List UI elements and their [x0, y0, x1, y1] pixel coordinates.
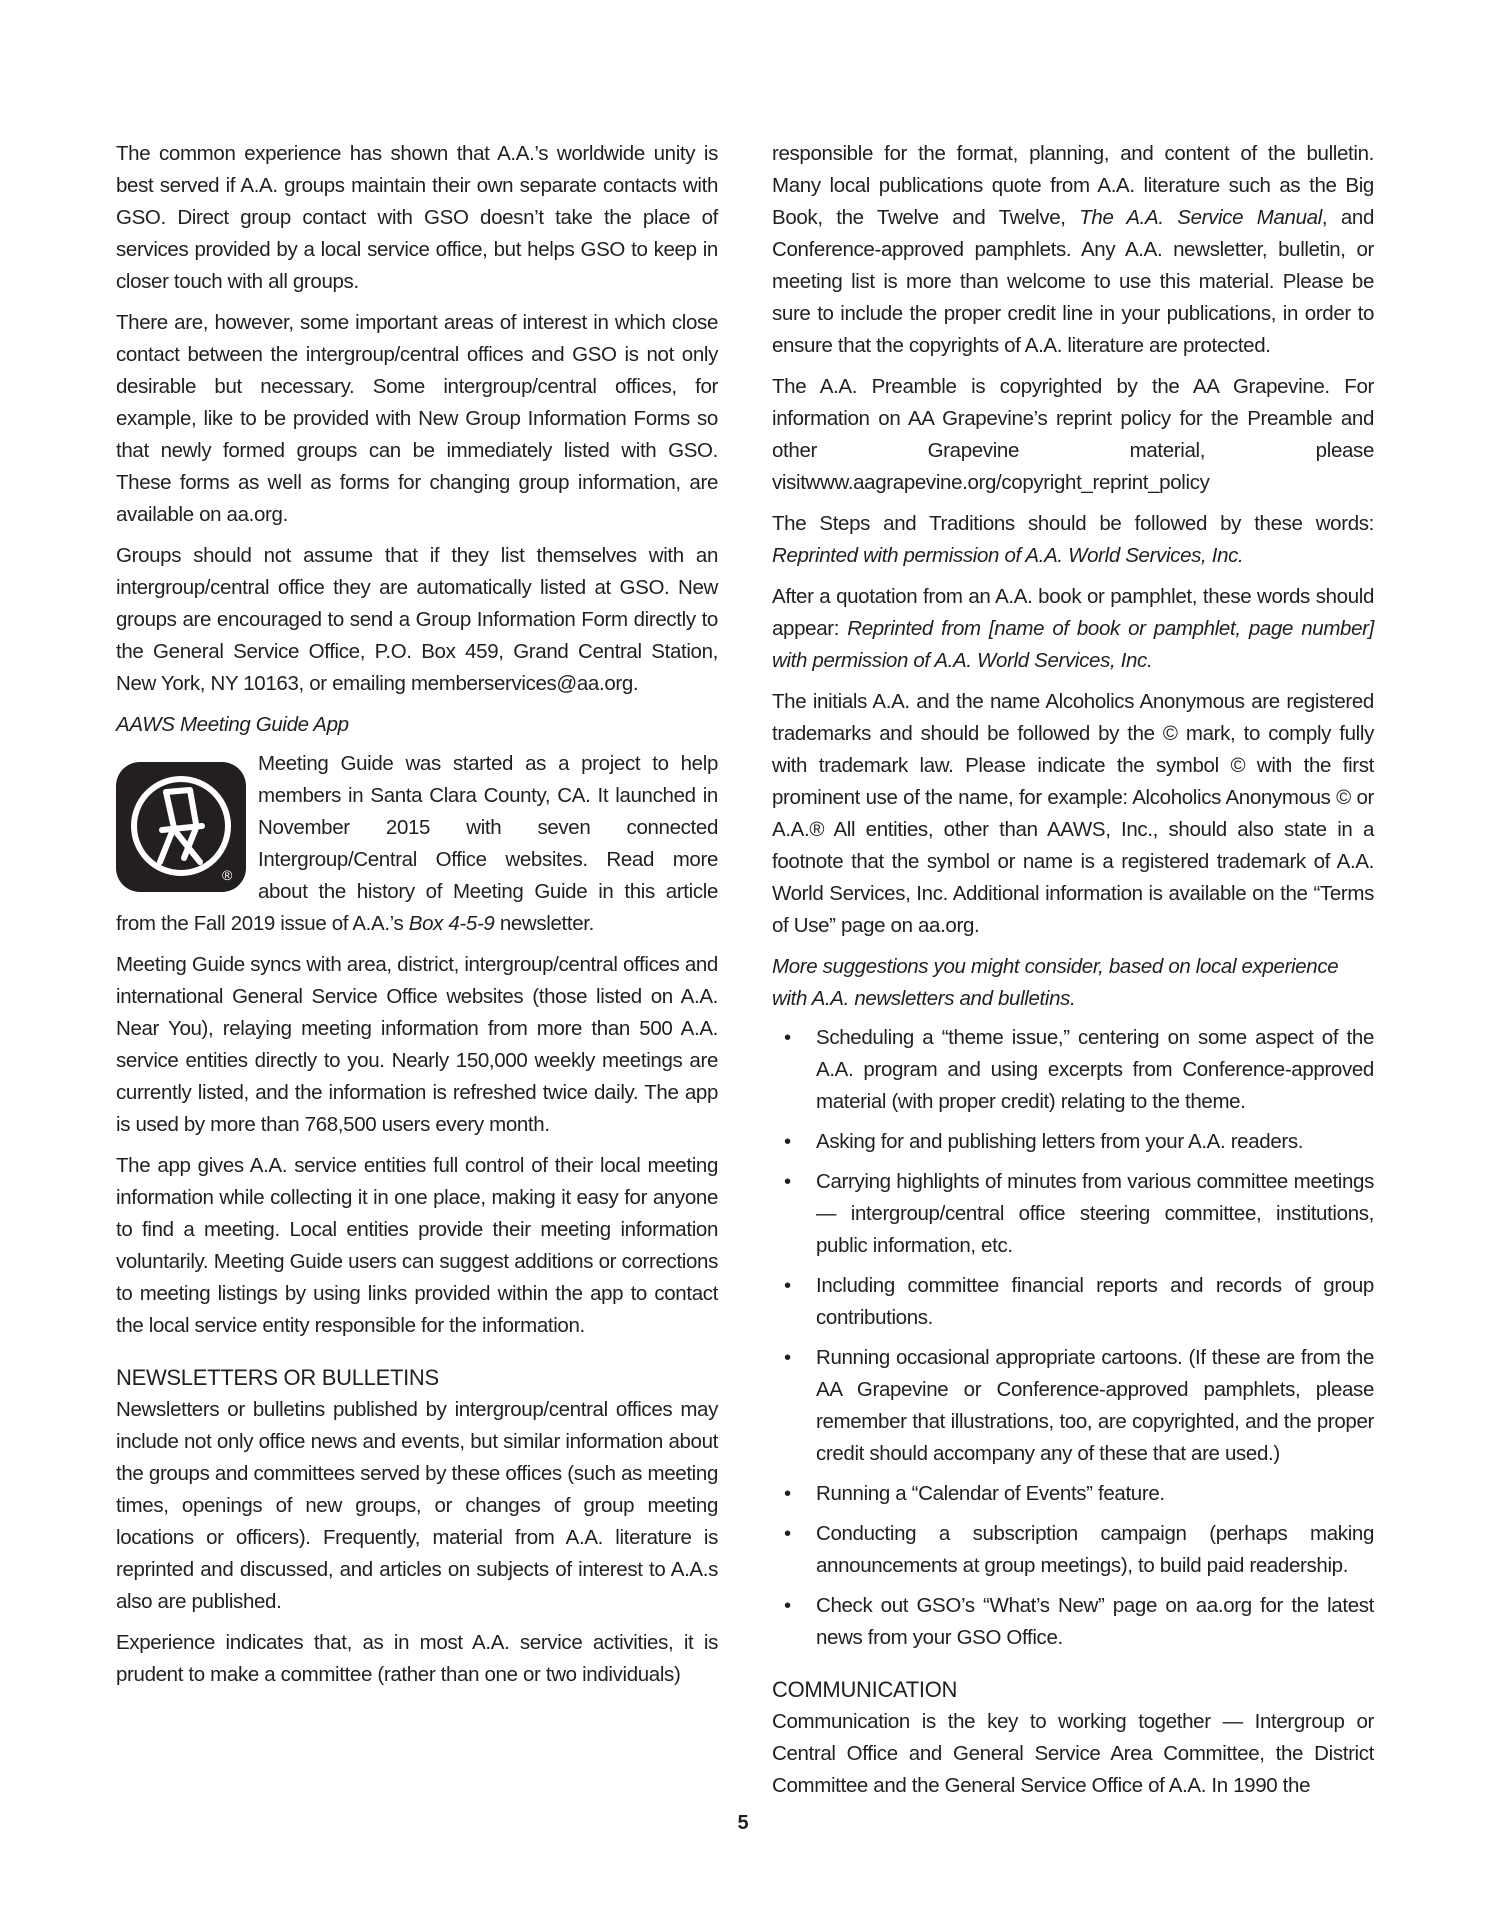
- box-459-title: Box 4-5-9: [408, 912, 495, 935]
- bullet-icon: •: [784, 1274, 791, 1297]
- quotation-credit-line: Reprinted from [name of book or pamphlet, page number] with permission of A.A. World Services, Inc.: [772, 617, 1374, 672]
- list-item-text: Check out GSO’s “What’s New” page on aa.org for the latest news from your GSO Office.: [816, 1594, 1374, 1649]
- list-item-text: Running occasional appropriate cartoons. (If these are from the AA Grapevine or Conference-approved pamphlets, please remember that illustrations, too, are copyrighted, and the proper credit should accompany any of these that are used.): [816, 1346, 1374, 1465]
- paragraph-quotation: [772, 581, 1374, 677]
- list-item-text: Including committee financial reports and records of group contributions.: [816, 1274, 1374, 1329]
- app-subhead: AAWS Meeting Guide App: [116, 713, 349, 736]
- list-item-text: Scheduling a “theme issue,” centering on some aspect of the A.A. program and using excerpts from Conference-approved material (with proper credit) relating to the theme.: [816, 1026, 1374, 1113]
- list-item: [772, 1166, 1374, 1262]
- bullet-icon: •: [784, 1130, 791, 1153]
- meeting-guide-history-end: newsletter.: [494, 912, 594, 935]
- newsletters-heading: NEWSLETTERS OR BULLETINS: [116, 1365, 439, 1390]
- paragraph-newsletters: Newsletters or bulletins published by intergroup/central offices may include not only office news and events, but similar information about the groups and committees served by these offices (such as meeting times, openings of new groups, or changes of group meeting locations or officers). Frequently, material from A.A. literature is reprinted and discussed, and articles on subjects of interest to A.A.s also are published.: [116, 1398, 718, 1613]
- list-item: [772, 1342, 1374, 1470]
- paragraph-unity: The common experience has shown that A.A.’s worldwide unity is best served if A.A. groups maintain their own separate contacts with GSO. Direct group contact with GSO doesn’t take the place of services provided by a local service office, but helps GSO to keep in closer touch with all groups.: [116, 142, 718, 293]
- suggestions-subhead: More suggestions you might consider, based on local experience with A.A. newsletters and bulletins.: [772, 955, 1339, 1010]
- registered-mark: ®: [222, 867, 233, 883]
- service-manual-title: The A.A. Service Manual: [1079, 206, 1322, 229]
- paragraph-steps-traditions: [772, 508, 1374, 572]
- bullet-icon: •: [784, 1482, 791, 1505]
- list-item: [772, 1478, 1374, 1510]
- list-item: [772, 1518, 1374, 1582]
- paragraph-preamble: The A.A. Preamble is copyrighted by the AA Grapevine. For information on AA Grapevine’s reprint policy for the Preamble and other Grapevine material, please visitwww.aagrapevine.org/copyright_reprint_policy: [772, 375, 1374, 494]
- paragraph-communication: Communication is the key to working together — Intergroup or Central Office and General Service Area Committee, the District Committee and the General Service Office of A.A. In 1990 the: [772, 1710, 1374, 1797]
- paragraph-meeting-guide-sync: Meeting Guide syncs with area, district, intergroup/central offices and international General Service Office websites (those listed on A.A. Near You), relaying meeting information from more than 500 A.A. service entities directly to you. Nearly 150,000 weekly meetings are currently listed, and the information is refreshed twice daily. The app is used by more than 768,500 users every month.: [116, 953, 718, 1136]
- bullet-icon: •: [784, 1594, 791, 1617]
- left-column: [116, 138, 718, 1700]
- page-number: 5: [737, 1812, 749, 1834]
- paragraph-trademarks: The initials A.A. and the name Alcoholics Anonymous are registered trademarks and should be followed by the © mark, to comply fully with trademark law. Please indicate the symbol © with the first prominent use of the name, for example: Alcoholics Anonymous © or A.A.® All entities, other than AAWS, Inc., should also state in a footnote that the symbol or name is a registered trademark of A.A. World Services, Inc. Additional information is available on the “Terms of Use” page on aa.org.: [772, 690, 1374, 937]
- meeting-guide-block: [116, 748, 718, 949]
- list-item-text: Running a “Calendar of Events” feature.: [816, 1482, 1165, 1505]
- meeting-guide-chair-icon: [116, 762, 246, 892]
- list-item: [772, 1590, 1374, 1654]
- responsible-text-end: , and Conference-approved pamphlets. Any A.A. newsletter, bulletin, or meeting list is more than welcome to use this material. Please be sure to include the proper credit line in your publications, in order to ensure that the copyrights of A.A. literature are protected.: [772, 206, 1374, 357]
- suggestions-list: [772, 1022, 1374, 1654]
- steps-traditions-text: The Steps and Traditions should be followed by these words:: [772, 512, 1374, 535]
- paragraph-groups-listing: Groups should not assume that if they list themselves with an intergroup/central office they are automatically listed at GSO. New groups are encouraged to send a Group Information Form directly to the General Service Office, P.O. Box 459, Grand Central Station, New York, NY 10163, or emailing memberservices@aa.org.: [116, 544, 718, 695]
- list-item: [772, 1126, 1374, 1158]
- list-item-text: Asking for and publishing letters from your A.A. readers.: [816, 1130, 1304, 1153]
- list-item-text: Carrying highlights of minutes from various committee meetings — intergroup/central office steering committee, institutions, public information, etc.: [816, 1170, 1374, 1257]
- list-item: [772, 1022, 1374, 1118]
- bullet-icon: •: [784, 1522, 791, 1545]
- quotation-text: After a quotation from an A.A. book or pamphlet, these words should appear:: [772, 585, 1374, 640]
- paragraph-experience: Experience indicates that, as in most A.A. service activities, it is prudent to make a committee (rather than one or two individuals): [116, 1631, 718, 1686]
- communication-heading: COMMUNICATION: [772, 1677, 958, 1702]
- paragraph-responsible: [772, 138, 1374, 362]
- meeting-guide-history-text: Meeting Guide was started as a project to help members in Santa Clara County, CA. It launched in November 2015 with seven connected Intergroup/Central Office websites. Read more about the history of Meeting Guide in this article from the Fall 2019 issue of A.A.’s: [116, 752, 718, 935]
- bullet-icon: •: [784, 1346, 791, 1369]
- right-column: [772, 138, 1374, 1811]
- list-item: [772, 1270, 1374, 1334]
- responsible-text: responsible for the format, planning, and content of the bulletin. Many local publications quote from A.A. literature such as the Big Book, the Twelve and Twelve,: [772, 142, 1374, 229]
- bullet-icon: •: [784, 1026, 791, 1049]
- list-item-text: Conducting a subscription campaign (perhaps making announcements at group meetings), to build paid readership.: [816, 1522, 1374, 1577]
- paragraph-important-areas: There are, however, some important areas of interest in which close contact between the intergroup/central offices and GSO is not only desirable but necessary. Some intergroup/central offices, for example, like to be provided with New Group Information Forms so that newly formed groups can be immediately listed with GSO. These forms as well as forms for changing group information, are available on aa.org.: [116, 311, 718, 526]
- paragraph-app-control: The app gives A.A. service entities full control of their local meeting information while collecting it in one place, making it easy for anyone to find a meeting. Local entities provide their meeting information voluntarily. Meeting Guide users can suggest additions or corrections to meeting listings by using links provided within the app to contact the local service entity responsible for the information.: [116, 1154, 718, 1337]
- steps-credit-line: Reprinted with permission of A.A. World Services, Inc.: [772, 544, 1244, 567]
- bullet-icon: •: [784, 1170, 791, 1193]
